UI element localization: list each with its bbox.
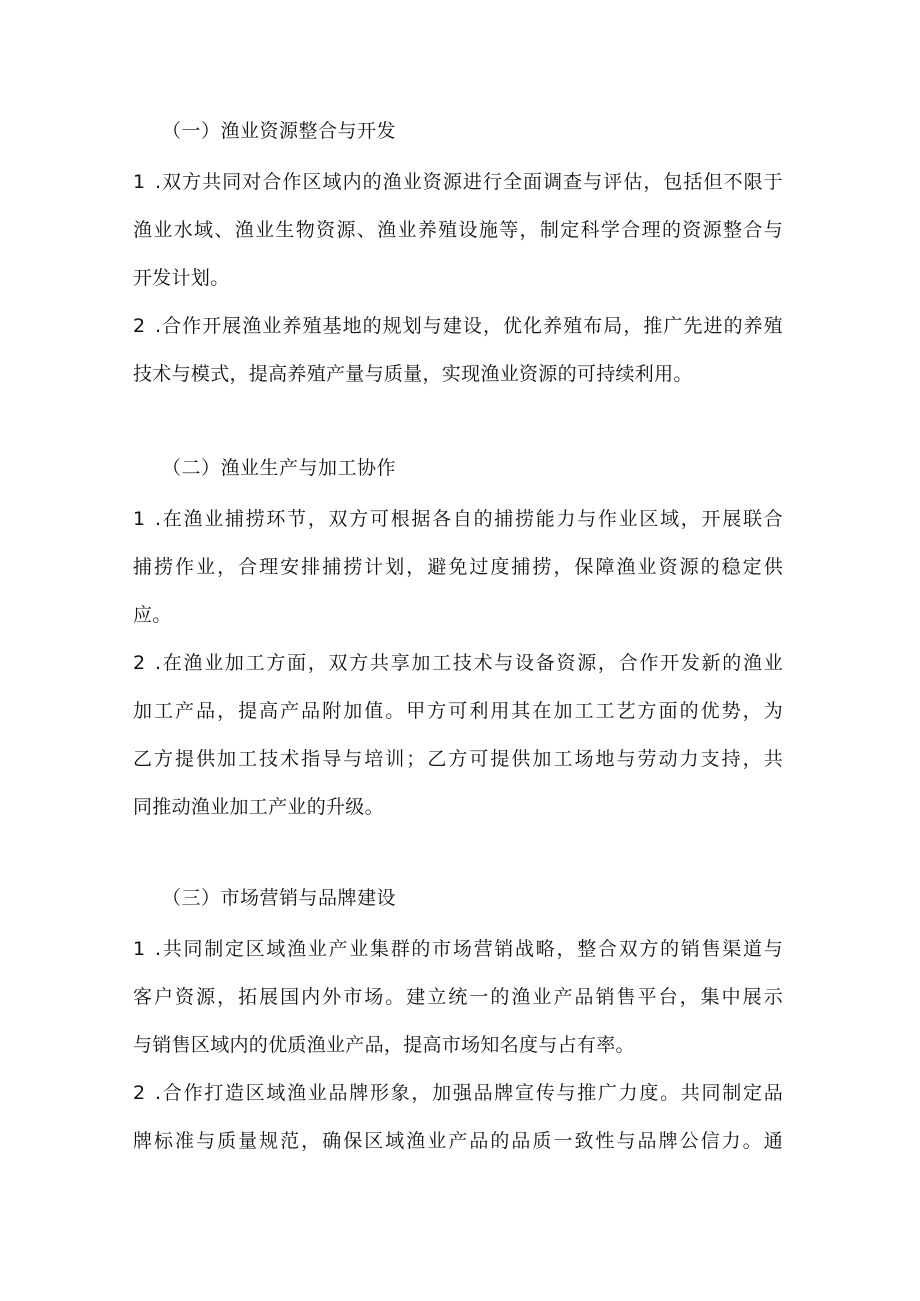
section-3-item-2 — [133, 1069, 783, 1165]
section-1-item-1 — [133, 158, 783, 302]
item-number: 1 — [133, 938, 146, 960]
item-text-line: 乙方提供加工技术指导与培训；乙方可提供加工场地与劳动力支持，共 — [133, 748, 783, 770]
item-text-line: 捕捞作业，合理安排捕捞计划，避免过度捕捞，保障渔业资源的稳定供 — [133, 556, 783, 578]
section-2-item-1 — [133, 495, 783, 639]
section-heading-1: （一）渔业资源整合与开发 — [162, 120, 397, 142]
item-number: 2 — [133, 1082, 146, 1104]
item-text-line: 客户资源，拓展国内外市场。建立统一的渔业产品销售平台，集中展示 — [133, 986, 783, 1008]
item-text-line: 应。 — [133, 604, 172, 626]
section-1-item-2 — [133, 302, 783, 398]
item-text-line: .合作打造区域渔业品牌形象，加强品牌宣传与推广力度。共同制定品 — [155, 1082, 783, 1104]
section-3-item-1 — [133, 925, 783, 1069]
item-number: 1 — [133, 171, 146, 193]
item-text-line: .共同制定区域渔业产业集群的市场营销战略，整合双方的销售渠道与 — [155, 938, 783, 960]
item-text-line: 渔业水域、渔业生物资源、渔业养殖设施等，制定科学合理的资源整合与 — [133, 219, 783, 241]
item-text-line: 牌标准与质量规范，确保区域渔业产品的品质一致性与品牌公信力。通 — [133, 1130, 783, 1152]
item-text-line: 加工产品，提高产品附加值。甲方可利用其在加工工艺方面的优势，为 — [133, 700, 783, 722]
item-text-line: 同推动渔业加工产业的升级。 — [133, 796, 384, 818]
item-number: 2 — [133, 652, 146, 674]
item-text-line: .在渔业捕捞环节，双方可根据各自的捕捞能力与作业区域，开展联合 — [155, 508, 783, 530]
item-text-line: .在渔业加工方面，双方共享加工技术与设备资源，合作开发新的渔业 — [155, 652, 783, 674]
item-text-line: 开发计划。 — [133, 267, 230, 289]
item-number: 2 — [133, 315, 146, 337]
section-2-item-2 — [133, 639, 783, 831]
item-text-line: .合作开展渔业养殖基地的规划与建设，优化养殖布局，推广先进的养殖 — [155, 315, 783, 337]
section-heading-2: （二）渔业生产与加工协作 — [162, 457, 397, 479]
item-text-line: .双方共同对合作区域内的渔业资源进行全面调查与评估，包括但不限于 — [155, 171, 783, 193]
item-text-line: 技术与模式，提高养殖产量与质量，实现渔业资源的可持续利用。 — [133, 363, 693, 385]
item-text-line: 与销售区域内的优质渔业产品，提高市场知名度与占有率。 — [133, 1034, 635, 1056]
item-number: 1 — [133, 508, 146, 530]
section-heading-3: （三）市场营销与品牌建设 — [162, 887, 397, 909]
